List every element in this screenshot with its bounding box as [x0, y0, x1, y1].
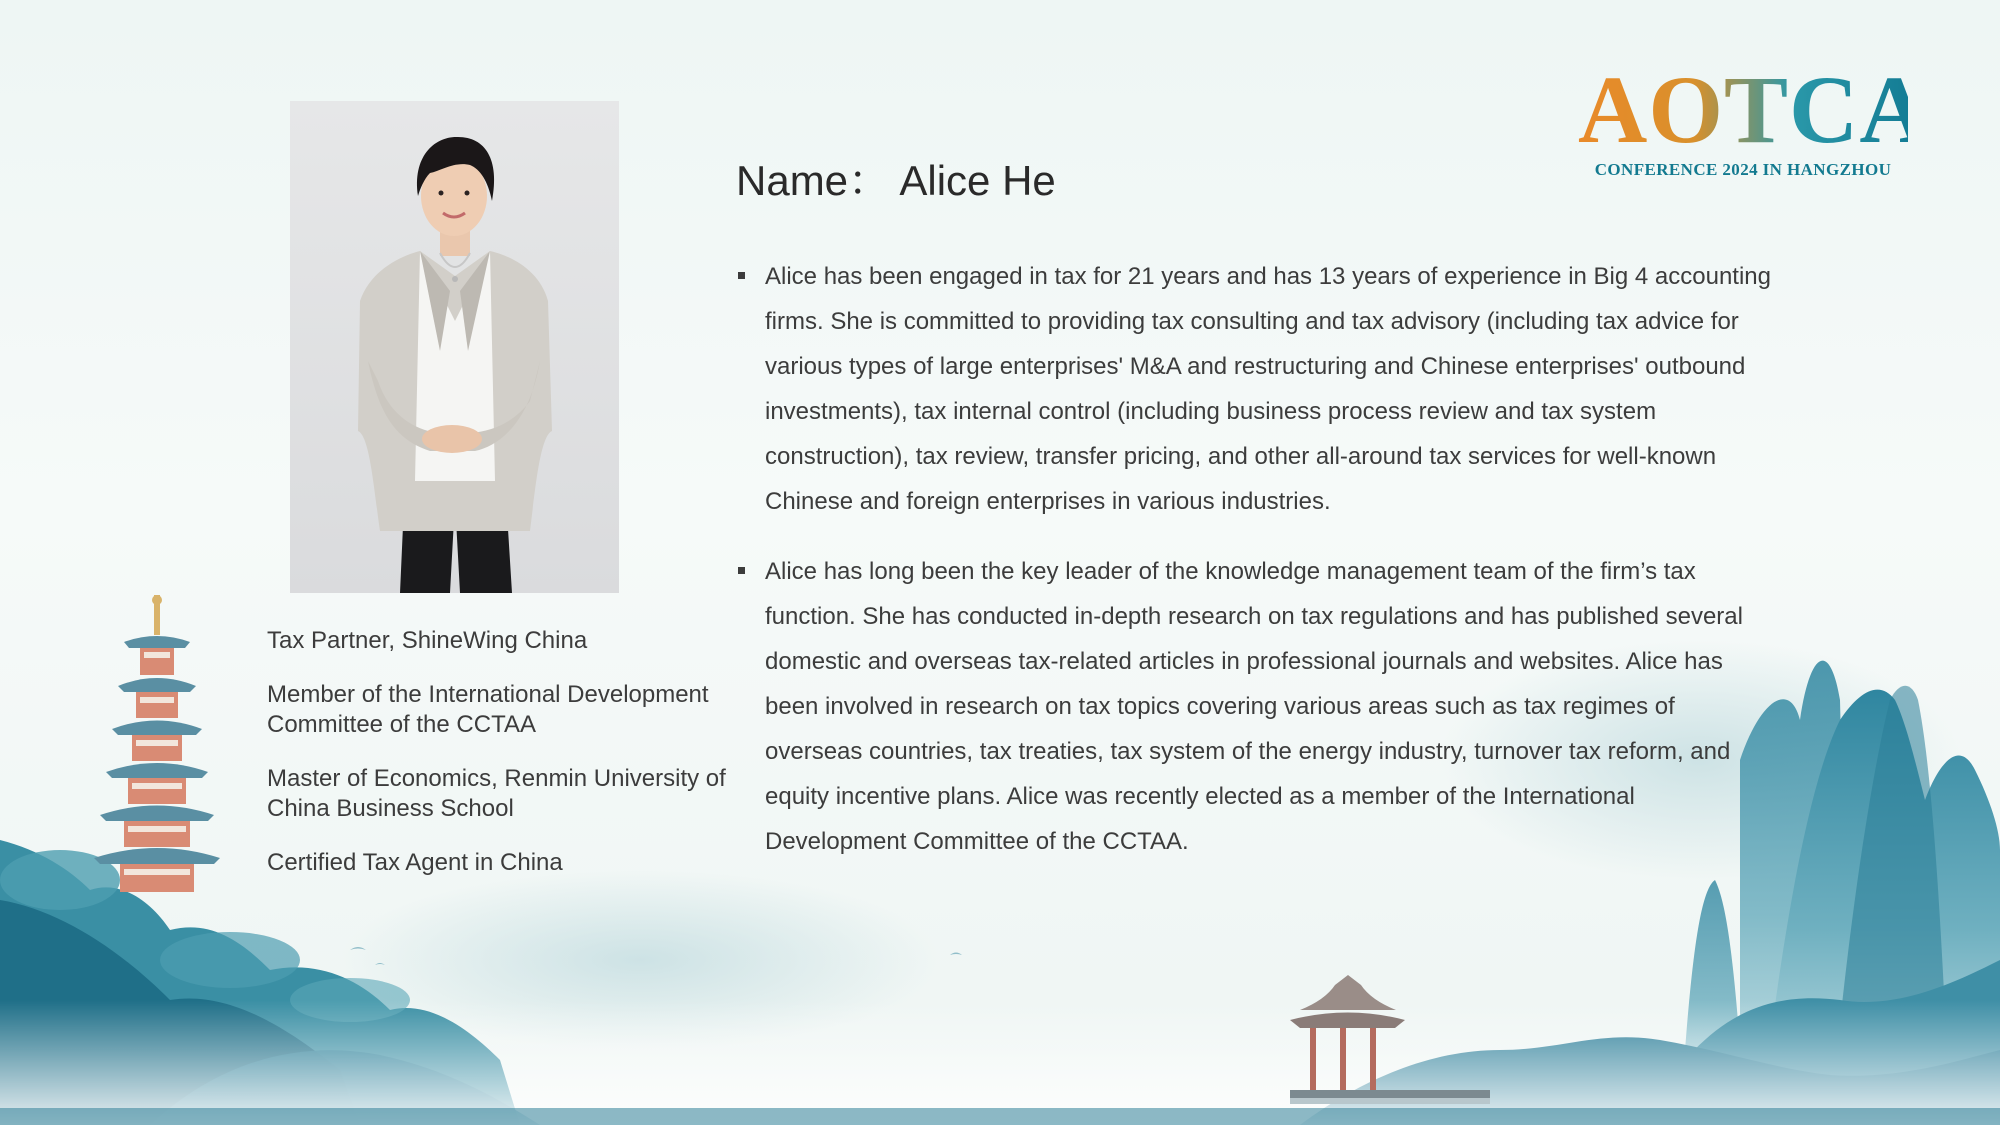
speaker-photo: [290, 101, 619, 593]
pagoda-illustration: [94, 595, 220, 892]
square-bullet-icon: [738, 272, 745, 279]
speaker-credentials: [267, 626, 757, 902]
credential-committee: Member of the International Development Committee of the CCTAA: [267, 681, 709, 738]
logo-wordmark: AOTCA: [1578, 56, 1930, 163]
bio-text-research: Alice has long been the key leader of the knowledge management team of the firm’s tax function. She has conducted in-depth research on tax regulations and has published several domestic and overseas tax-related articles in professional journals and websites. Alice has been involved in research on tax topics covering various areas such as tax regimes of overseas countries, tax treaties, tax system of the energy industry, turnover tax reform, and equity incentive plans. Alice was recently elected as a member of the International Development Committee of the CCTAA.: [765, 558, 1743, 855]
bio-paragraph: [736, 254, 1776, 524]
bio-text-experience: Alice has been engaged in tax for 21 years and has 13 years of experience in Big 4 accounting firms. She is committed to providing tax consulting and tax advisory (including tax advice for various types of large enterprises' M&A and restructuring and Chinese enterprises' outbound investments), tax internal control (including business process review and tax system construction), tax review, transfer pricing, and other all-around tax services for well-known Chinese and foreign enterprises in various industries.: [765, 263, 1771, 515]
bio-paragraph: [736, 549, 1776, 864]
conference-logo: [1578, 56, 1930, 180]
logo-subtitle: CONFERENCE 2024 IN HANGZHOU: [1594, 160, 1892, 179]
credential-title: Tax Partner, ShineWing China: [267, 627, 588, 654]
square-bullet-icon: [738, 567, 745, 574]
speaker-name-heading: Name： Alice He: [736, 157, 1056, 204]
speaker-bio: [736, 254, 1776, 889]
credential-certification: Certified Tax Agent in China: [267, 849, 563, 876]
credential-education: Master of Economics, Renmin University of China Business School: [267, 765, 726, 822]
